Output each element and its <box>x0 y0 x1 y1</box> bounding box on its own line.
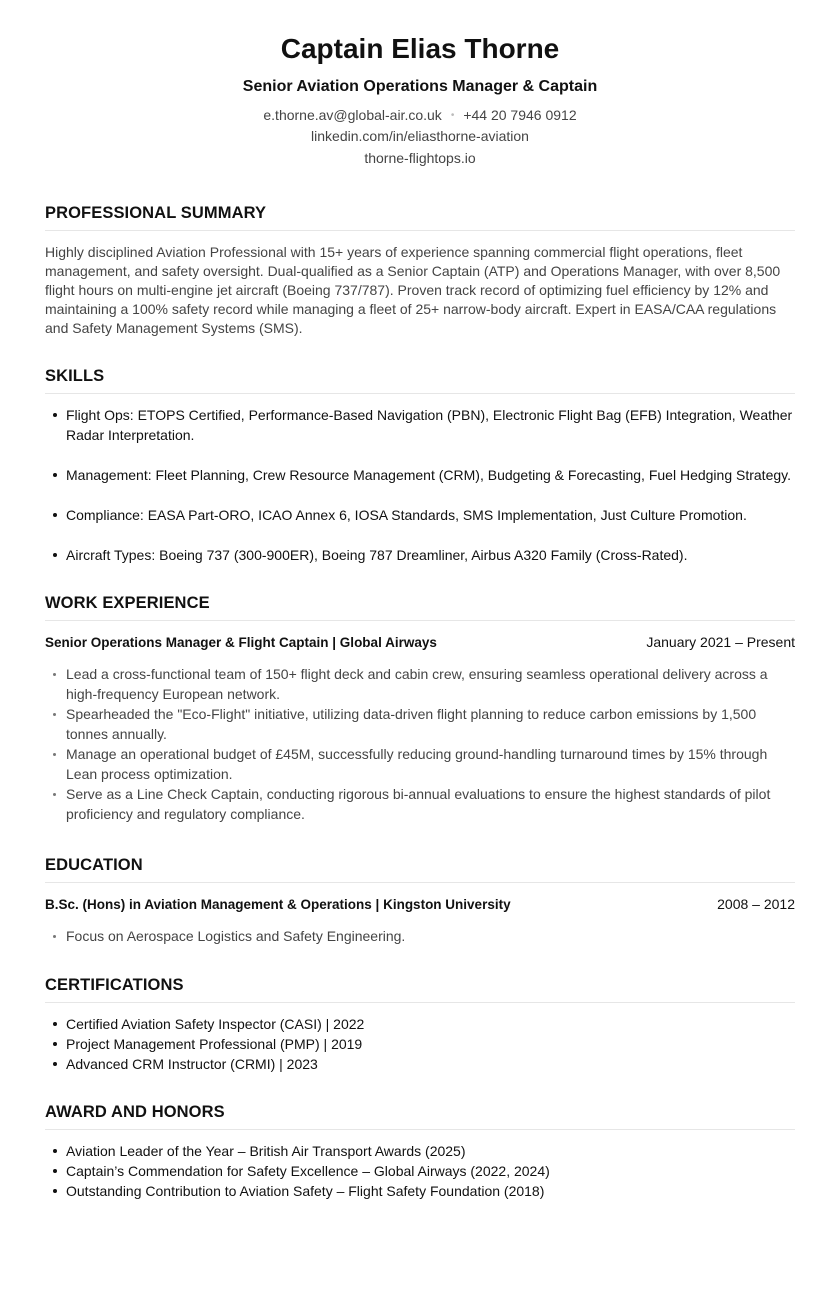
education-bullet: Focus on Aerospace Logistics and Safety Engineering. <box>45 926 795 946</box>
certification-item: Advanced CRM Instructor (CRMI) | 2023 <box>45 1054 795 1074</box>
candidate-title: Senior Aviation Operations Manager & Captain <box>242 78 598 95</box>
job-dates: January 2021 – Present <box>646 634 795 650</box>
section-heading-education: EDUCATION <box>45 854 795 883</box>
summary-text: Highly disciplined Aviation Professional with 15+ years of experience spanning commercial flight operations, fleet management, and safety oversight. Dual-qualified as a Senior Captain (ATP) and Operations Manager, with over 8,500 flight hours on multi-engine jet aircraft (Boeing 737/787). Proven track record of optimizing fuel efficiency by 12% and maintaining a 100% safety record while managing a fleet of 25+ narrow-body aircraft. Expert in EASA/CAA regulations and Safety Management Systems (SMS). <box>45 244 781 336</box>
education-section <box>45 854 795 946</box>
certifications-list <box>45 1014 795 1074</box>
section-heading-summary: PROFESSIONAL SUMMARY <box>45 202 795 231</box>
section-heading-certifications: CERTIFICATIONS <box>45 974 795 1003</box>
skill-item: Compliance: EASA Part-ORO, ICAO Annex 6, IOSA Standards, SMS Implementation, Just Culture Promotion. <box>45 505 795 525</box>
section-heading-awards: AWARD AND HONORS <box>45 1101 795 1130</box>
experience-bullet: Lead a cross-functional team of 150+ flight deck and cabin crew, ensuring seamless operational delivery across a high-frequency European network. <box>45 664 795 704</box>
award-item: Captain’s Commendation for Safety Excellence – Global Airways (2022, 2024) <box>45 1161 795 1181</box>
degree-title: B.Sc. (Hons) in Aviation Management & Operations | Kingston University <box>45 897 511 912</box>
certification-item: Project Management Professional (PMP) | 2019 <box>45 1034 795 1054</box>
resume-header <box>45 0 795 169</box>
skill-item: Aircraft Types: Boeing 737 (300-900ER), Boeing 787 Dreamliner, Airbus A320 Family (Cross-Rated). <box>45 545 795 565</box>
certification-item: Certified Aviation Safety Inspector (CASI) | 2022 <box>45 1014 795 1034</box>
skill-item: Management: Fleet Planning, Crew Resource Management (CRM), Budgeting & Forecasting, Fuel Hedging Strategy. <box>45 465 795 485</box>
skill-item: Flight Ops: ETOPS Certified, Performance-Based Navigation (PBN), Electronic Flight Bag (EFB) Integration, Weather Radar Interpretation. <box>45 405 795 445</box>
award-item: Aviation Leader of the Year – British Air Transport Awards (2025) <box>45 1141 795 1161</box>
job-role: Senior Operations Manager & Flight Captain | Global Airways <box>45 635 437 650</box>
email-link[interactable]: e.thorne.av@global-air.co.uk <box>263 107 442 123</box>
education-entry-header <box>45 895 795 914</box>
education-dates: 2008 – 2012 <box>717 896 795 912</box>
separator-dot: • <box>450 110 455 121</box>
section-heading-experience: WORK EXPERIENCE <box>45 592 795 621</box>
summary-section <box>45 202 795 338</box>
linkedin-link[interactable]: linkedin.com/in/eliasthorne-aviation <box>311 128 529 144</box>
award-item: Outstanding Contribution to Aviation Safety – Flight Safety Foundation (2018) <box>45 1181 795 1201</box>
education-bullets <box>45 926 795 946</box>
experience-bullet: Manage an operational budget of £45M, successfully reducing ground-handling turnaround times by 15% through Lean process optimization. <box>45 744 795 784</box>
experience-bullet: Spearheaded the "Eco-Flight" initiative, utilizing data-driven flight planning to reduce carbon emissions by 1,500 tonnes annually. <box>45 704 795 744</box>
certifications-section <box>45 974 795 1074</box>
contact-line <box>45 105 795 126</box>
candidate-name: Captain Elias Thorne <box>280 33 560 64</box>
experience-entry-header <box>45 633 795 652</box>
section-heading-skills: SKILLS <box>45 365 795 394</box>
experience-bullets <box>45 664 795 824</box>
experience-section <box>45 592 795 824</box>
awards-list <box>45 1141 795 1201</box>
skills-section <box>45 365 795 565</box>
awards-section <box>45 1101 795 1201</box>
experience-bullet: Serve as a Line Check Captain, conducting rigorous bi-annual evaluations to ensure the highest standards of pilot proficiency and regulatory compliance. <box>45 784 795 824</box>
website-link[interactable]: thorne-flightops.io <box>364 150 476 166</box>
phone-number[interactable]: +44 20 7946 0912 <box>463 107 577 123</box>
skills-list <box>45 405 795 565</box>
